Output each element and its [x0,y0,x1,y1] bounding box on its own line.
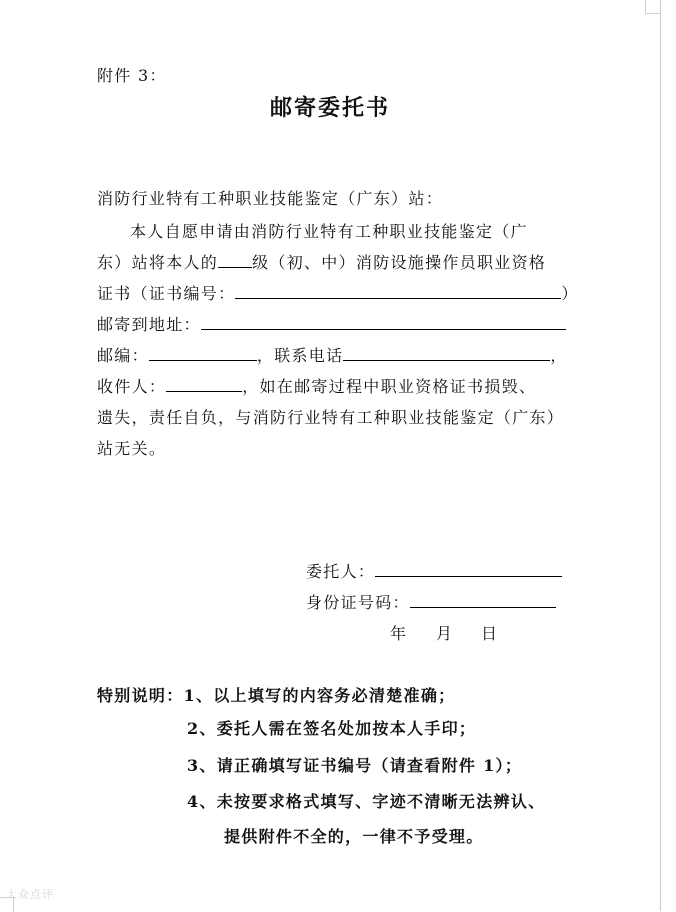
id-line [306,593,556,613]
body-line-5-c: ， [550,346,568,365]
body-line-4-a: 邮寄到地址： [97,315,201,334]
address-blank [201,315,566,330]
note-item-4: 4、未按要求格式填写、字迹不清晰无法辨认、 [187,792,546,811]
body-line-7: 遗失，责任自负，与消防行业特有工种职业技能鉴定（广东） [97,408,565,427]
note-item-2: 2、委托人需在签名处加按本人手印； [187,719,477,738]
body-line-3-a: 证书（证书编号： [97,284,236,303]
body-line-5 [97,346,568,366]
id-label: 身份证号码： [306,593,410,612]
date-month: 月 [436,624,454,643]
body-line-8: 站无关。 [97,439,167,458]
body-line-6-a: 收件人： [97,377,167,396]
consignor-label: 委托人： [306,562,376,581]
body-line-6 [97,377,536,397]
date-day: 日 [481,624,499,643]
note-item-4-continued: 提供附件不全的，一律不予受理。 [224,827,484,846]
body-line-5-b: ，联系电话 [256,346,344,365]
note-item-3: 3、请正确填写证书编号（请查看附件 1）； [187,756,523,775]
notes-line-1 [97,686,455,706]
body-line-2-a: 东）站将本人的 [97,253,219,272]
body-line-6-b: ，如在邮寄过程中职业资格证书损毁、 [242,377,537,396]
addressee: 消防行业特有工种职业技能鉴定（广东）站： [97,189,444,208]
corner-mark-top-right [645,0,660,14]
date-year: 年 [390,624,408,643]
notes-label: 特别说明： [97,686,184,705]
body-line-2-b: 级（初、中）消防设施操作员职业资格 [252,253,547,272]
postcode-blank [149,346,257,361]
body-line-2 [97,253,546,273]
consignor-signature-blank [375,562,562,577]
body-line-1: 本人自愿申请由消防行业特有工种职业技能鉴定（广 [130,222,528,241]
level-blank [218,253,252,268]
phone-blank [343,346,550,361]
body-line-4 [97,315,566,335]
body-line-3-b: ） [561,284,579,303]
body-line-3 [97,284,579,304]
attachment-label: 附件 3： [97,66,167,85]
recipient-blank [166,377,242,392]
id-number-blank [410,593,556,608]
note-item-1: 1、以上填写的内容务必清楚准确； [183,686,456,705]
body-line-5-a: 邮编： [97,346,149,365]
page-title: 邮寄委托书 [270,95,391,121]
consignor-line [306,562,562,582]
watermark: 大众点评 [6,888,54,901]
certificate-number-blank [235,284,561,299]
